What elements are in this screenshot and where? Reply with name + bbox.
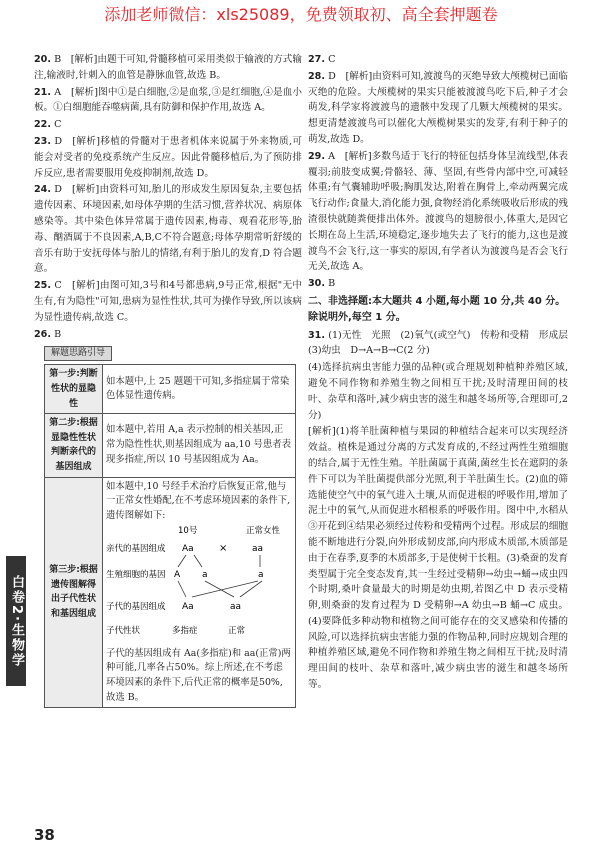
step-3-conclusion: 子代的基因组成有 Aa(多指症)和 aa(正常)两种可能,几率各占50%。综上所述,在不考虑环境因素的条件下,后代正常的概率是50%,故选 B。 [106, 647, 291, 703]
answer-20: 20. B [解析]由题干可知,骨髓移植可采用类似于输液的方式输注,输液时,针刺入的血管是静脉血管,故选 B。 [34, 54, 302, 81]
section-title: 二、非选择题:本大题共 4 小题,每小题 10 分,共 40 分。除说明外,每空 1 分。 [308, 295, 566, 323]
answer-22: 22. C [34, 119, 62, 131]
step-2-row [45, 414, 296, 477]
diagram-cross: × [219, 543, 228, 555]
answer-23: 23. D [解析]移植的骨髓对于患者机体来说属于外来物质,可能会对受者的免疫系统产生反应。因此骨髓移植后,为了预防排斥反应,患者需要服用免疫抑制剂,故选 D。 [34, 135, 302, 179]
answer-31: 31. (1)无性 光照 (2)氧气(或空气) 传粉和受精 形成层 (3)幼虫 D→A→B→C(2 分) [308, 329, 578, 357]
diagram-gamete-label: 生殖细胞的基因 [106, 570, 166, 581]
diagram-gamete-female: a [258, 570, 264, 581]
answer-26: 26. B [34, 328, 62, 340]
step-1-text: 如本题中,上 25 题题干可知,多指症属于常染色体显性遗传病。 [103, 365, 296, 414]
diagram-male-gene: Aa [182, 544, 194, 555]
step-1-label: 第一步:判断性状的显隐性 [45, 365, 103, 414]
step-1-row [45, 365, 296, 414]
answer-30: 30. B [308, 278, 336, 290]
diagram-offspring-trait-label: 子代性状 [106, 626, 141, 637]
diagram-trait-normal: 正常 [228, 626, 246, 637]
diagram-offspring-aa-dom: Aa [182, 602, 194, 613]
step-2-text: 如本题中,若用 A,a 表示控制的相关基因,正常为隐性性状,则基因组成为 aa,10 号患者表现多指症,所以 10 号基因组成为 Aa。 [103, 414, 296, 477]
step-2-label: 第二步:根据显隐性性状判断亲代的基因组成 [45, 414, 103, 477]
answer-25: 25. C [解析]由图可知,3号和4号都患病,9号正常,根据"无中生有,有为隐性"可知,患病为显性性状,其可为操作导致,所以该病为显性遗传病,故选 C。 [34, 280, 302, 323]
diagram-trait-polydactyly: 多指症 [172, 626, 198, 637]
diagram-parent-label: 亲代的基因组成 [106, 544, 166, 555]
step-3-row [45, 477, 296, 708]
answer-27: 27. C [308, 54, 336, 65]
genetic-cross-diagram [106, 523, 292, 641]
diagram-offspring-aa-rec: aa [230, 602, 242, 613]
diagram-gamete-a-upper: A [174, 570, 181, 581]
right-column [308, 52, 578, 694]
promo-banner: 添加老师微信：xls25089，免费领取初、高全套押题卷 [104, 5, 498, 24]
diagram-female-gene: aa [252, 544, 264, 555]
diagram-male-label: 10号 [178, 526, 198, 537]
diagram-gamete-a-lower: a [202, 570, 208, 581]
left-column [34, 52, 302, 708]
answer-21: 21. A [解析]图中①是白细胞,②是血浆,③是红细胞,④是血小板。①白细胞能吞噬病菌,具有防御和保护作用,故选 A。 [34, 86, 302, 114]
answer-31-part-4: (4)选择抗病虫害能力强的品种(或合理规划种植种养殖区域,避免不同作物和养殖生物之间相互干扰;及时清理田间的枝叶、杂草和落叶,减少病虫害的滋生和越冬场所等,合理即可,2 分) [308, 362, 568, 421]
solution-guide-label: 解题思路引导 [44, 346, 112, 361]
step-3-intro: 如本题中,10 号经手术治疗后恢复正常,他与一正常女性婚配,在不考虑环境因素的条件下,遗传图解如下: [106, 480, 291, 521]
page-number: 38 [34, 826, 55, 844]
answer-28: 28. D [解析]由资料可知,渡渡鸟的灭绝导致大颅榄树已面临灭绝的危险。大颅榄树的果实只能被渡渡鸟吃下后,种子才会萌发,科学家将渡渡鸟的遗骸中发现了几颗大颅榄树的果实。想更清楚渡渡鸟可以催化大颅榄树果实的发芽,有利于种子的萌发,故选 D。 [308, 70, 568, 145]
answer-31-analysis: [解析](1)将羊肚菌种植与果园的种植结合起来可以实现经济效益。植株是通过分离的方式发育成的,不经过两性生殖细胞的结合,属于无性生殖。羊肚菌属于真菌,菌丝生长在遮阴的条件下可以为羊肚菌提供部分光照,利于羊肚菌生长。(2)血的筛选能使空气中的氧气进入土壤,从而促进根的呼吸作用,增加了泥土中的氧气,从而促进水稻根系的呼吸作用。图中中,水稻从③开花到④结果必须经过传粉和受精两个过程。形成层的细胞能不断地进行分裂,向外形成韧皮部,向内形成木质部,木质部是由于在春季,夏季的木质部多,于是使树干长粗。(3)桑蚕的发育类型属于完全变态发育,其一生经过受精卵→幼虫→蛹→成虫四个时期,桑叶食量最大的时期是幼虫期,若图乙中 D 表示受精卵,则桑蚕的发育过程为 D 受精卵→A 幼虫→B 蛹→C 成虫。(4)要降低多种动物和植物之间可能存在的交叉感染和传播的风险,可以选择抗病虫害能力强的作物品种,同时应规划合理的种植养殖区域,避免不同作物和养殖生物之间相互干扰;及时清理田间的枝叶、杂草和落叶,减少病虫害的滋生和越冬场所等。 [308, 426, 568, 691]
solution-steps-table [44, 364, 296, 708]
step-3-label: 第三步:根据遗传图解得出子代性状和基因组成 [45, 477, 103, 708]
answer-29: 29. A [解析]多数鸟适于飞行的特征包括身体呈流线型,体表覆羽;前肢变成翼;骨骼轻、薄、坚固,有些骨内部中空,可减轻体重;有气囊辅助呼吸;胸肌发达,附着在胸骨上,牵动两翼完成飞行动作;食量大,消化能力强,食物经消化系统吸收后形成的残渣很快就随粪便排出体外。渡渡鸟的翅膀很小,体重大,是因它长期在岛上生活,环境稳定,逐步地失去了飞行的能力,这也是渡渡鸟不会飞行,这一事实的原因,有学者认为渡渡鸟是否会飞行无关,故选 A。 [308, 150, 568, 273]
step-3-content [103, 477, 296, 708]
answer-24: 24. D [解析]由资料可知,胎儿的形成发生原因复杂,主要包括遗传因素、环境因素,如母体孕期的生活习惯,营养状况、病原体感染等。其中染色体异常属于遗传因素,梅毒、观看花形等,胎毒、酗酒属于不良因素,A,B,C不符合题意;母体孕期常听舒缓的音乐有助于安抚母体与胎儿的情绪,有利于胎儿的发育,D 符合题意。 [34, 184, 302, 275]
diagram-female-label: 正常女性 [246, 526, 281, 537]
diagram-offspring-gene-label: 子代的基因组成 [106, 602, 166, 613]
side-tab: 白卷2·生物学 [6, 556, 26, 686]
